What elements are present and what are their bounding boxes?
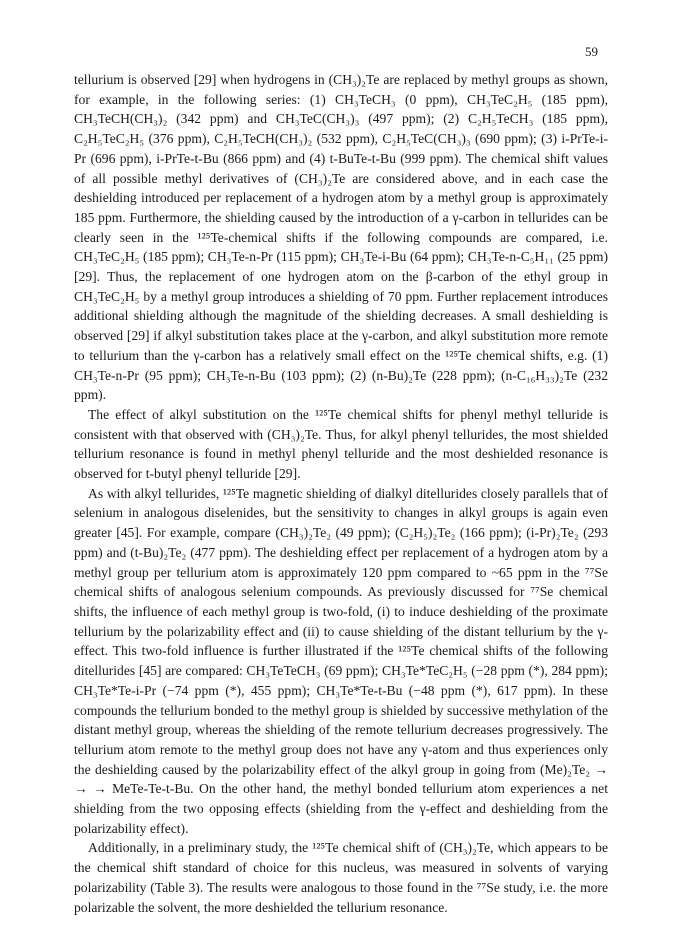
paragraph-1: tellurium is observed [29] when hydrogens in (CH₃)₂Te are replaced by methyl groups as shown, for example, in the following series: (1) CH₃TeCH₃ (0 ppm), CH₃TeC₂H₅ (185 ppm), CH₃TeCH(CH₃)₂ (342 ppm) and CH₃TeC(CH₃)₃ (497 ppm); (2) C₂H₅TeCH₃ (185 ppm), C₂H₅TeC₂H₅ (376 ppm), C₂H₅TeCH(CH₃)₂ (532 ppm), C₂H₅TeC(CH₃)₃ (690 ppm); (3) i-PrTe-i-Pr (696 ppm), i-PrTe-t-Bu (866 ppm) and (4) t-BuTe-t-Bu (999 ppm). The chemical shift values of all possible methyl derivatives of (CH₃)₂Te are considered above, and in each case the deshielding introduced per replacement of a hydrogen atom by a methyl group is approximately 185 ppm. Furthermore, the shielding caused by the introduction of a γ-carbon in tellurides can be clearly seen in the ¹²⁵Te-chemical shifts if the following compounds are compared, i.e. CH₃TeC₂H₅ (185 ppm); CH₃Te-n-Pr (115 ppm); CH₃Te-i-Bu (64 ppm); CH₃Te-n-C₅H₁₁ (25 ppm) [29]. Thus, the replacement of one hydrogen atom on the β-carbon of the ethyl group in CH₃TeC₂H₅ by a methyl group introduces a shielding of 70 ppm. Further replacement introduces additional shielding although the magnitude of the shielding decreases. A small deshielding is observed [29] if alkyl substitution takes place at the γ-carbon, and alkyl substitution more remote to tellurium than the γ-carbon has a relatively small effect on the ¹²⁵Te chemical shifts, e.g. (1) CH₃Te-n-Pr (95 ppm); CH₃Te-n-Bu (103 ppm); (2) (n-Bu)₂Te (228 ppm); (n-C₁₆H₃₃)₂Te (232 ppm). [74, 72, 608, 403]
page-number: 59 [585, 44, 598, 59]
paragraph-3: As with alkyl tellurides, ¹²⁵Te magnetic shielding of dialkyl ditellurides closely parallels that of selenium in analogous diselenides, but the sensitivity to changes in alkyl groups is again even greater [45]. For example, compare (CH₃)₂Te₂ (49 ppm); (C₂H₅)₂Te₂ (166 ppm); (i-Pr)₂Te₂ (293 ppm) and (t-Bu)₂Te₂ (477 ppm). The deshielding effect per replacement of a hydrogen atom by a methyl group per tellurium atom is approximately 120 ppm compared to ~65 ppm in the ⁷⁷Se chemical shifts of analogous selenium compounds. As previously discussed for ⁷⁷Se chemical shifts, the influence of each methyl group is two-fold, (i) to induce deshielding of the proximate tellurium by the polarizability effect and (ii) to cause shielding of the distant tellurium by the γ-effect. This two-fold influence is further illustrated if the ¹²⁵Te chemical shifts of the following ditellurides [45] are compared: CH₃TeTeCH₃ (69 ppm); CH₃Te*TeC₂H₅ (−28 ppm (*), 284 ppm); CH₃Te*Te-i-Pr (−74 ppm (*), 455 ppm); CH₃Te*Te-t-Bu (−48 ppm (*), 617 ppm). In these compounds the tellurium bonded to the methyl group is shielded by successive methylation of the distant methyl group, whereas the shielding of the remote tellurium decreases progressively. The tellurium atom remote to the methyl group does not have any γ-atom and thus experiences only the deshielding caused by the polarizability effect of the alkyl group in going from (Me)₂Te₂ → → → MeTe-Te-t-Bu. On the other hand, the methyl bonded tellurium atom experiences a net shielding from the two opposing effects (shielding from the γ-effect and deshielding from the polarizability effect). [74, 485, 608, 836]
body-text [74, 70, 608, 917]
paragraph-2: The effect of alkyl substitution on the ¹²⁵Te chemical shifts for phenyl methyl telluride is consistent with that observed with (CH₃)₂Te. Thus, for alkyl phenyl tellurides, the most shielded tellurium resonance is found in methyl phenyl telluride and the most deshielded resonance is observed for t-butyl phenyl telluride [29]. [74, 406, 608, 482]
paragraph-4: Additionally, in a preliminary study, the ¹²⁵Te chemical shift of (CH₃)₂Te, which appears to be the chemical shift standard of choice for this nucleus, was measured in solvents of varying polarizability (Table 3). The results were analogous to those found in the ⁷⁷Se study, i.e. the more polarizable the solvent, the more deshielded the tellurium resonance. [74, 840, 608, 915]
